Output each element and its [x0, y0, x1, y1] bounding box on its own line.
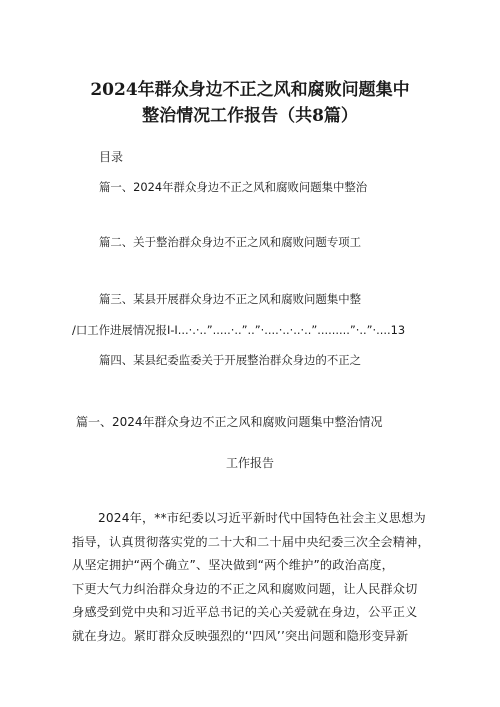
- paragraph-line: 就在身边。紧盯群众反映强烈的‘'四风’’突出问题和隐形变异新: [72, 628, 409, 643]
- toc-item[interactable]: 篇三、某县开展群众身边不正之风和腐败问题集中整: [99, 292, 361, 306]
- toc-item-continuation[interactable]: /口工作进展情况报I-I...·.·..”.....·..”..”·....·..·..·..”.........”·..”·....13: [72, 323, 406, 337]
- section-title: 篇一、2024年群众身边不正之风和腐败问题集中整治情况: [76, 415, 383, 429]
- toc-item[interactable]: 篇二、关于整治群众身边不正之风和腐败问题专项工: [99, 235, 361, 249]
- title-line-1: 2024年群众身边不正之风和腐败问题集中: [90, 80, 410, 100]
- paragraph-line: 指导，认真贯彻落实党的二十大和二十届中央纪委三次全会精神，: [72, 534, 430, 549]
- toc-item[interactable]: 篇四、某县纪委监委关于开展整治群众身边的不正之: [99, 353, 361, 367]
- body-paragraph: [72, 507, 434, 649]
- toc-heading: 目录: [99, 150, 124, 164]
- section-title-continuation: 工作报告: [225, 456, 274, 470]
- paragraph-line: 下更大气力纠治群众身边的不正之风和腐败问题，让人民群众切: [72, 581, 418, 596]
- paragraph-line: 从坚定拥护“两个确立”、坚决做到“两个维护”的政治高度，: [72, 558, 394, 573]
- title-line-2: 整治情况工作报告（共8篇）: [142, 106, 358, 126]
- toc-item[interactable]: 篇一、2024年群众身边不正之风和腐败问题集中整治: [99, 180, 368, 194]
- paragraph-line: 2024年，**市纪委以习近平新时代中国特色社会主义思想为: [98, 511, 426, 525]
- paragraph-line: 身感受到党中央和习近平总书记的关心关爱就在身边，公平正义: [72, 605, 418, 620]
